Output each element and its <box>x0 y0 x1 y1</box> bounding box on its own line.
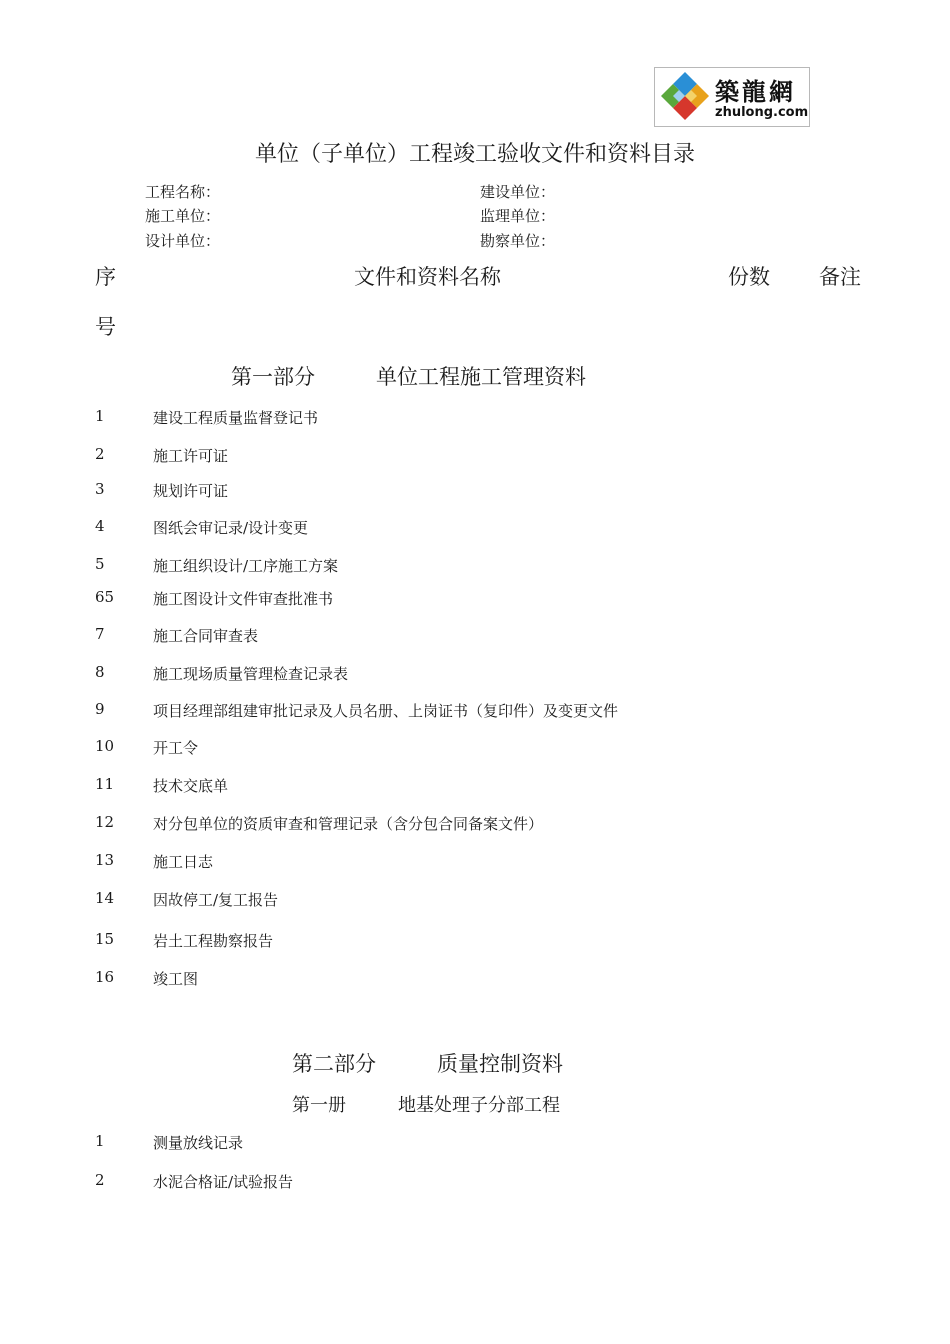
volume-label: 第一册 <box>292 1095 346 1116</box>
list-item-name: 施工现场质量管理检查记录表 <box>153 665 349 683</box>
list-item-name: 项目经理部组建审批记录及人员名册、上岗证书（复印件）及变更文件 <box>153 702 619 720</box>
list-item-number: 9 <box>95 700 105 718</box>
supervisor-label: 监理单位： <box>480 207 556 225</box>
list-item-name: 因故停工/复工报告 <box>153 891 279 909</box>
designer-label: 设计单位： <box>145 232 221 250</box>
part2-label: 第二部分 <box>292 1052 376 1076</box>
list-item-name: 施工组织设计/工序施工方案 <box>153 557 339 575</box>
list-item-name: 技术交底单 <box>153 777 229 795</box>
list-item-name: 施工日志 <box>153 853 214 871</box>
document-title: 单位（子单位）工程竣工验收文件和资料目录 <box>254 142 695 167</box>
list-item-number: 16 <box>95 968 115 986</box>
list-item-name: 施工合同审查表 <box>153 627 259 645</box>
volume-title: 地基处理子分部工程 <box>398 1095 560 1116</box>
logo-diamond-icon <box>657 70 713 124</box>
logo-domain-text: zhulong.com <box>715 105 809 120</box>
list-item-number: 10 <box>95 737 115 755</box>
zhulong-logo <box>654 67 810 127</box>
list-item-name: 岩土工程勘察报告 <box>153 932 274 950</box>
list-item-number: 4 <box>95 517 105 535</box>
project-name-label: 工程名称： <box>145 183 221 201</box>
list-item-name: 施工许可证 <box>153 447 229 465</box>
header-copies: 份数 <box>728 265 770 289</box>
builder-label: 建设单位： <box>480 183 556 201</box>
part1-title: 单位工程施工管理资料 <box>376 365 586 389</box>
header-seq-top: 序 <box>95 265 116 289</box>
list-item-number: 3 <box>95 480 105 498</box>
list-item-number: 12 <box>95 813 115 831</box>
header-name: 文件和资料名称 <box>354 265 501 289</box>
logo-chinese-text: 築龍網 <box>715 78 796 106</box>
part2-title: 质量控制资料 <box>437 1052 563 1076</box>
list-item-name: 开工令 <box>153 739 199 757</box>
list-item-name: 竣工图 <box>153 970 199 988</box>
surveyor-label: 勘察单位： <box>480 232 556 250</box>
list-item-number: 15 <box>95 930 115 948</box>
header-remarks: 备注 <box>819 265 861 289</box>
constructor-label: 施工单位： <box>145 207 221 225</box>
list-item-name: 水泥合格证/试验报告 <box>153 1173 294 1191</box>
part1-label: 第一部分 <box>231 365 315 389</box>
header-seq-bottom: 号 <box>95 315 116 339</box>
list-item-number: 8 <box>95 663 105 681</box>
list-item-number: 2 <box>95 1171 105 1189</box>
list-item-name: 建设工程质量监督登记书 <box>153 409 319 427</box>
list-item-number: 13 <box>95 851 115 869</box>
list-item-number: 14 <box>95 889 115 907</box>
list-item-name: 测量放线记录 <box>153 1134 244 1152</box>
list-item-number: 5 <box>95 555 105 573</box>
list-item-number: 1 <box>95 1132 105 1150</box>
list-item-name: 图纸会审记录/设计变更 <box>153 519 309 537</box>
list-item-name: 规划许可证 <box>153 482 229 500</box>
list-item-number: 1 <box>95 407 105 425</box>
list-item-number: 65 <box>95 588 115 606</box>
list-item-number: 2 <box>95 445 105 463</box>
list-item-name: 施工图设计文件审查批准书 <box>153 590 334 608</box>
list-item-number: 7 <box>95 625 105 643</box>
list-item-name: 对分包单位的资质审查和管理记录（含分包合同备案文件） <box>153 815 544 833</box>
list-item-number: 11 <box>95 775 115 793</box>
